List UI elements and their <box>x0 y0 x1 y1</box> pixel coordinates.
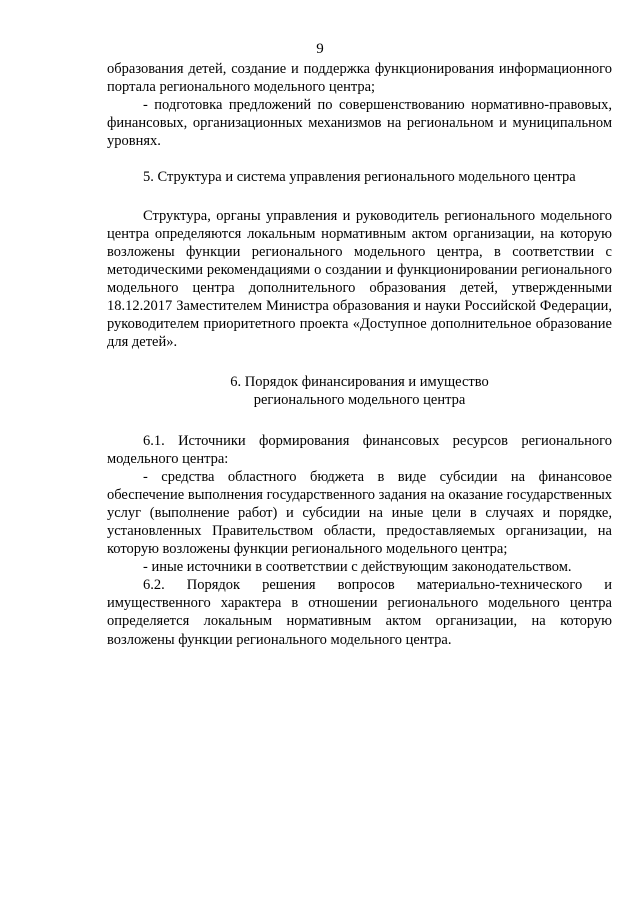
document-body <box>107 60 612 649</box>
paragraph-list-item: - иные источники в соответствии с действующим законодательством. <box>143 559 572 576</box>
paragraph-structure: Структура, органы управления и руководитель регионального модельного центра определяются локальным нормативным актом организации, на которую возложены функции регионального модельного центра, в соответствии с методическими рекомендациями о создании и функционировании регионального модельного центра дополнительного образования детей, утвержденными 18.12.2017 Заместителем Министра образования и науки Российской Федерации, руководителем приоритетного проекта «Доступное дополнительное образование для детей». <box>107 207 612 351</box>
paragraph-continuation: образования детей, создание и поддержка функционирования информационного портала регионального модельного центра; <box>107 61 612 96</box>
paragraph-6-2: 6.2. Порядок решения вопросов материально-технического и имущественного характера в отношении регионального модельного центра определяется локальным нормативным актом организации, на которую возложены функции регионального модельного центра. <box>107 577 612 648</box>
paragraph-list-item: - средства областного бюджета в виде субсидии на финансовое обеспечение выполнения государственного задания на оказание государственных услуг (выполнение работ) и субсидии на иные цели в случаях и порядке, установленных Правительством области, предоставляемых организации, на которую возложены функции регионального модельного центра; <box>107 468 612 558</box>
section-heading-5: 5. Структура и система управления регионального модельного центра <box>143 169 576 186</box>
paragraph-6-1: 6.1. Источники формирования финансовых ресурсов регионального модельного центра: <box>107 432 612 467</box>
section-heading-6-line2: регионального модельного центра <box>253 392 466 409</box>
page-number: 9 <box>316 41 324 57</box>
section-heading-6-line1: 6. Порядок финансирования и имущество <box>230 374 489 391</box>
paragraph-list-item: - подготовка предложений по совершенствованию нормативно-правовых, финансовых, организационных механизмов на региональном и муниципальном уровнях. <box>107 97 612 150</box>
